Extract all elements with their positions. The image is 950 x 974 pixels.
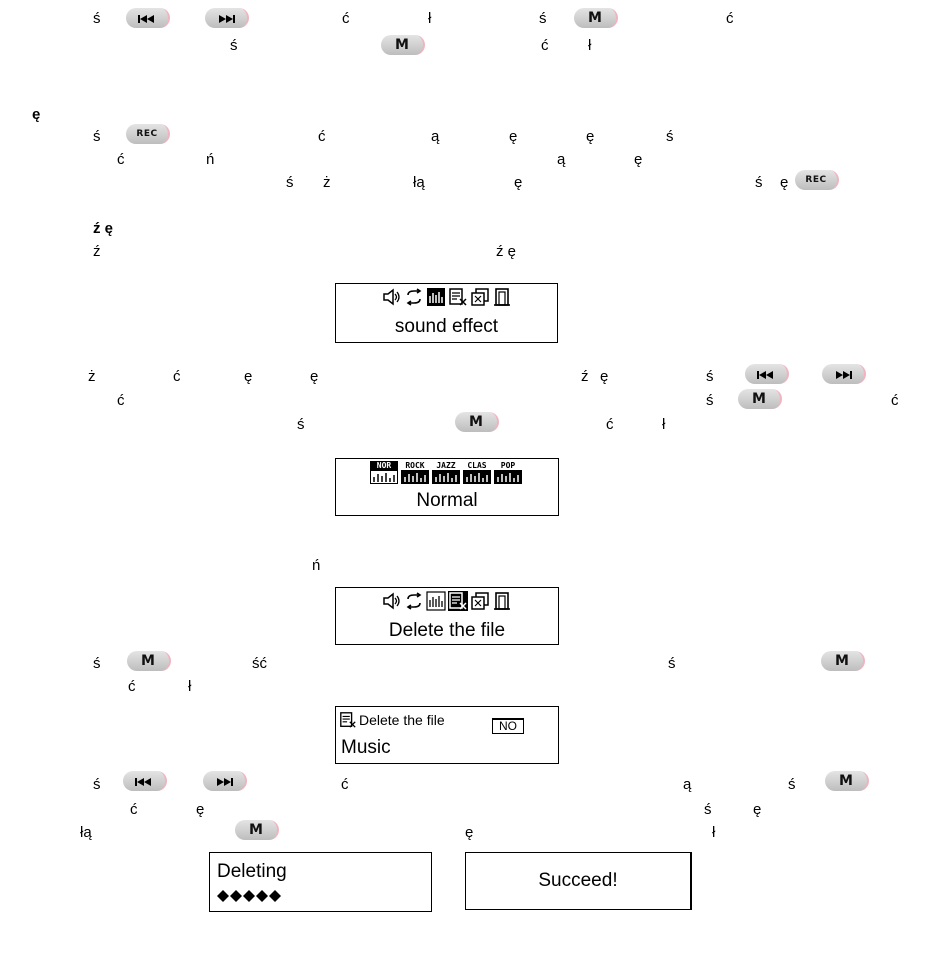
next-icon bbox=[217, 14, 235, 24]
prev-button bbox=[123, 771, 167, 791]
prev-button bbox=[126, 8, 170, 28]
prev-button bbox=[745, 364, 789, 384]
text: łą bbox=[413, 174, 425, 191]
equalizer-icon bbox=[463, 470, 491, 484]
text: ę bbox=[634, 151, 643, 168]
text: ź bbox=[93, 243, 101, 260]
speaker-icon bbox=[382, 287, 402, 307]
succeed-label: Succeed! bbox=[538, 870, 618, 891]
text: ść bbox=[252, 655, 267, 672]
equalizer-icon bbox=[494, 470, 522, 484]
next-button bbox=[203, 771, 247, 791]
prev-icon bbox=[138, 14, 156, 24]
text: ę bbox=[509, 128, 518, 145]
text: ś bbox=[539, 10, 547, 27]
rec-button: REC bbox=[795, 170, 839, 190]
text: ś bbox=[93, 128, 101, 145]
delete-choice: NO bbox=[492, 718, 524, 734]
next-button bbox=[822, 364, 866, 384]
m-button: M bbox=[821, 651, 865, 671]
delete-file-icon bbox=[448, 591, 468, 611]
text: ę bbox=[465, 824, 474, 841]
next-button bbox=[205, 8, 249, 28]
prev-icon bbox=[757, 370, 775, 380]
text: ś bbox=[297, 416, 305, 433]
repeat-icon bbox=[404, 287, 424, 307]
text: ł bbox=[428, 10, 432, 27]
eq-mode-label: JAZZ bbox=[436, 461, 456, 470]
section-heading: ź ę bbox=[93, 220, 114, 237]
eq-mode-pop bbox=[494, 461, 522, 489]
delete-prompt: Delete the file bbox=[359, 712, 445, 728]
text: ę bbox=[310, 368, 319, 385]
text: ą bbox=[557, 151, 566, 168]
text: ż bbox=[323, 174, 331, 191]
menu-icon-row bbox=[336, 287, 557, 307]
text: ą bbox=[683, 776, 692, 793]
equalizer-icon bbox=[426, 591, 446, 611]
lcd-caption: Delete the file bbox=[388, 620, 506, 641]
text: ź ę bbox=[496, 243, 517, 260]
equalizer-icon bbox=[401, 470, 429, 484]
text: ż bbox=[88, 368, 96, 385]
text: ę bbox=[780, 174, 789, 191]
text: ą bbox=[431, 128, 440, 145]
text: ć bbox=[128, 678, 136, 695]
text: ł bbox=[188, 678, 192, 695]
delete-target: Music bbox=[341, 737, 391, 758]
m-button: M bbox=[455, 412, 499, 432]
speaker-icon bbox=[382, 591, 402, 611]
m-button: M bbox=[127, 651, 171, 671]
text: ś bbox=[93, 655, 101, 672]
lcd-menu-sound-effect bbox=[335, 283, 558, 343]
text: ć bbox=[318, 128, 326, 145]
text: ć bbox=[726, 10, 734, 27]
m-button: M bbox=[381, 35, 425, 55]
eq-mode-nor bbox=[370, 461, 398, 489]
text: ś bbox=[230, 37, 238, 54]
eq-mode-jazz bbox=[432, 461, 460, 489]
exit-icon bbox=[492, 591, 512, 611]
text: ń bbox=[312, 557, 321, 574]
text: łą bbox=[80, 824, 92, 841]
rec-button: REC bbox=[126, 124, 170, 144]
lcd-eq-modes bbox=[335, 458, 559, 516]
text: ę bbox=[514, 174, 523, 191]
eq-mode-label: POP bbox=[500, 461, 516, 470]
lcd-deleting bbox=[209, 852, 432, 912]
text: ś bbox=[788, 776, 796, 793]
delete-file-icon bbox=[448, 287, 468, 307]
repeat-icon bbox=[404, 591, 424, 611]
delete-file-icon bbox=[339, 711, 357, 729]
eq-mode-rock bbox=[401, 461, 429, 489]
text: ń bbox=[206, 151, 215, 168]
equalizer-icon bbox=[370, 470, 398, 484]
text: ś bbox=[93, 776, 101, 793]
text: ś bbox=[755, 174, 763, 191]
eq-current-mode: Normal bbox=[416, 490, 478, 511]
eq-mode-label: CLAS bbox=[467, 461, 487, 470]
text: ś bbox=[704, 801, 712, 818]
copy-icon bbox=[470, 591, 490, 611]
text: ś bbox=[286, 174, 294, 191]
text: ę bbox=[244, 368, 253, 385]
exit-icon bbox=[492, 287, 512, 307]
deleting-label: Deleting bbox=[217, 861, 287, 882]
text: ę bbox=[600, 368, 609, 385]
text: ć bbox=[341, 776, 349, 793]
next-icon bbox=[215, 777, 233, 787]
text: ć bbox=[117, 392, 125, 409]
text: ś bbox=[93, 10, 101, 27]
progress-icon bbox=[217, 890, 283, 902]
equalizer-icon bbox=[426, 287, 446, 307]
m-button: M bbox=[574, 8, 618, 28]
text: ć bbox=[342, 10, 350, 27]
m-button: M bbox=[738, 389, 782, 409]
text: ś bbox=[706, 368, 714, 385]
text: ć bbox=[606, 416, 614, 433]
text: ł bbox=[662, 416, 666, 433]
text: ć bbox=[891, 392, 899, 409]
lcd-succeed bbox=[465, 852, 692, 910]
text: ł bbox=[588, 37, 592, 54]
text: ę bbox=[196, 801, 205, 818]
menu-icon-row bbox=[336, 591, 558, 611]
text: ś bbox=[666, 128, 674, 145]
lcd-menu-delete bbox=[335, 587, 559, 645]
text: ś bbox=[706, 392, 714, 409]
lcd-delete-confirm bbox=[335, 706, 559, 764]
text: ę bbox=[753, 801, 762, 818]
text: ć bbox=[541, 37, 549, 54]
copy-icon bbox=[470, 287, 490, 307]
m-button: M bbox=[825, 771, 869, 791]
text: ł bbox=[712, 824, 716, 841]
text: ź bbox=[581, 368, 589, 385]
text: ć bbox=[130, 801, 138, 818]
text: ę bbox=[586, 128, 595, 145]
section-heading: ę bbox=[32, 106, 41, 123]
eq-mode-label: ROCK bbox=[405, 461, 425, 470]
prev-icon bbox=[135, 777, 153, 787]
text: ć bbox=[117, 151, 125, 168]
eq-mode-label: NOR bbox=[370, 461, 398, 470]
eq-mode-clas bbox=[463, 461, 491, 489]
eq-mode-row bbox=[370, 461, 522, 489]
m-button: M bbox=[235, 820, 279, 840]
text: ś bbox=[668, 655, 676, 672]
next-icon bbox=[834, 370, 852, 380]
lcd-caption: sound effect bbox=[394, 316, 499, 337]
text: ć bbox=[173, 368, 181, 385]
equalizer-icon bbox=[432, 470, 460, 484]
